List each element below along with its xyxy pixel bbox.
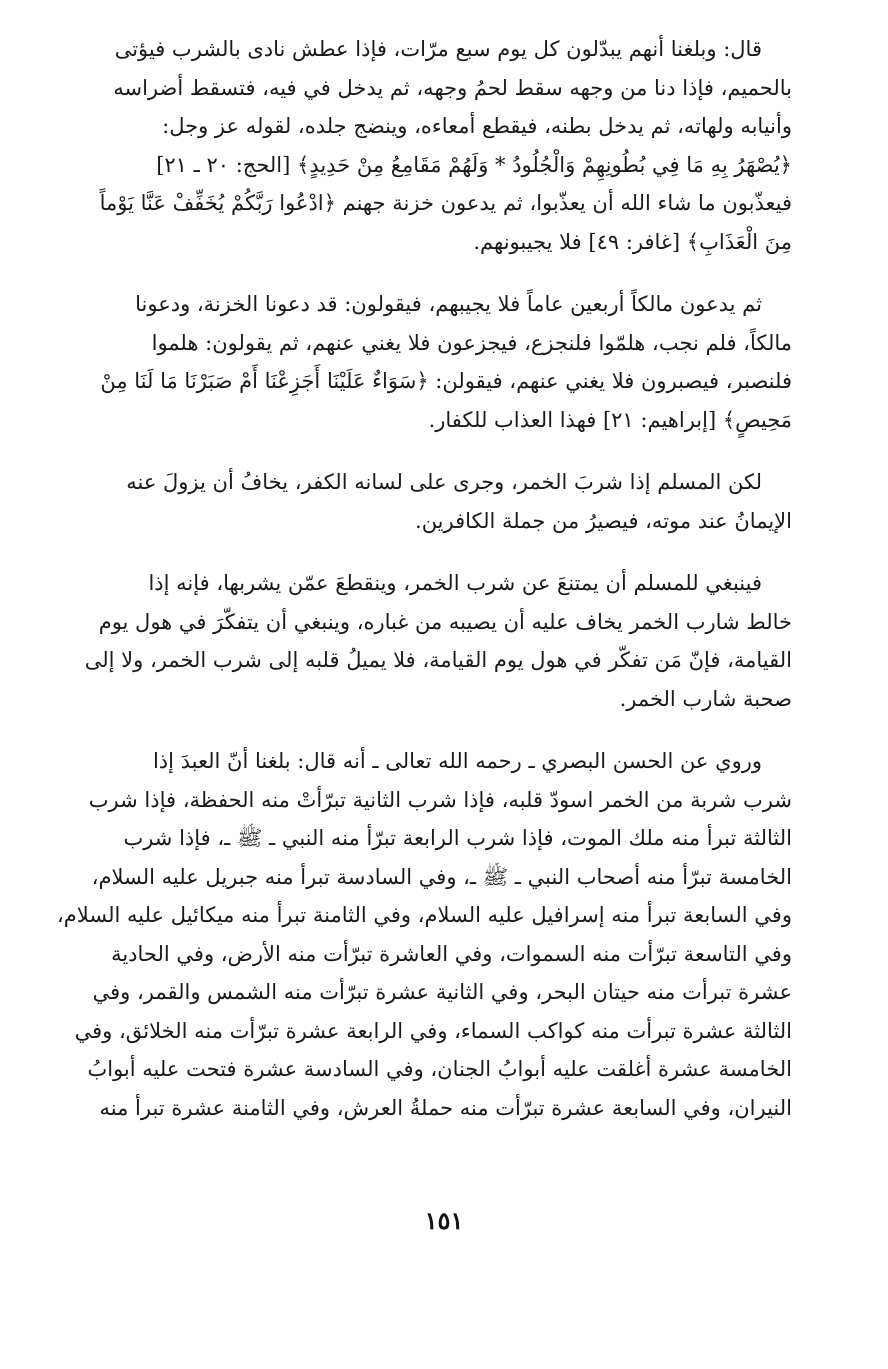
text-line: وفي السابعة تبرأ منه إسرافيل عليه السلام، وفي الثامنة تبرأ منه ميكائيل عليه السلام، [57,903,792,927]
text-line: ﴿يُصْهَرُ بِهِ مَا فِي بُطُونِهِمْ وَالْجُلُودُ * وَلَهُمْ مَقَامِعُ مِنْ حَدِيدٍ﴾ [الحج: ٢٠ ـ ٢١] [156,152,792,177]
text-line: القيامة، فإنّ مَن تفكّر في هول يوم القيامة، فلا يميلُ قلبه إلى شرب الخمر، ولا إلى [84,648,792,672]
text-line: ثم يدعون مالكاً أربعين عاماً فلا يجيبهم، فيقولون: قد دعونا الخزنة، ودعونا [135,292,762,316]
text-line: وأنيابه ولهاته، ثم يدخل بطنه، فيقطع أمعاءه، وينضج جلده، لقوله عز وجل: [162,114,792,138]
text-line: الخامسة تبرّأ منه أصحاب النبي ـ ﷺ ـ، وفي السادسة تبرأ منه جبريل عليه السلام، [91,864,792,889]
text-line: بالحميم، فإذا دنا من وجهه سقط لحمُ وجهه، ثم يدخل في فيه، فتسقط أضراسه [113,75,792,100]
page-number: ١٥١ [424,1206,464,1235]
paragraph-4 [48,564,792,718]
text-line: فلنصبر، فيصبرون فلا يغني عنهم، فيقولن: ﴿سَوَاءٌ عَلَيْنَا أَجَزِعْنَا أَمْ صَبَرْنَا مَا لَنَا مِنْ [100,369,792,393]
text-line: قال: وبلغنا أنهم يبدّلون كل يوم سبع مرّات، فإذا عطش نادى بالشرب فيؤتى [114,37,762,61]
paragraph-2 [48,285,792,439]
text-line: وروي عن الحسن البصري ـ رحمه الله تعالى ـ أنه قال: بلغنا أنّ العبدَ إذا [152,749,762,773]
text-line: وفي التاسعة تبرّأت منه السموات، وفي العاشرة تبرّأت منه الأرض، وفي الحادية [111,941,792,966]
text-line: الثالثة عشرة تبرأت منه كواكب السماء، وفي الرابعة عشرة تبرّأت منه الخلائق، وفي [74,1018,792,1043]
text-line: الثالثة تبرأ منه ملك الموت، فإذا شرب الرابعة تبرّأ منه النبي ـ ﷺ ـ، فإذا شرب [123,826,792,850]
text-line: صحبة شارب الخمر. [619,686,792,711]
text-line: عشرة تبرأت منه حيتان البحر، وفي الثانية عشرة تبرّأت منه الشمس والقمر، وفي [92,980,792,1004]
text-line: الإيمانُ عند موته، فيصيرُ من جملة الكافرين. [415,508,792,533]
text-line: فينبغي للمسلم أن يمتنعَ عن شرب الخمر، وينقطعَ عمّن يشربها، فإنه إذا [148,571,762,595]
text-line: الخامسة عشرة أغلقت عليه أبوابُ الجنان، وفي السادسة عشرة فتحت عليه أبوابُ [87,1057,792,1081]
text-line: النيران، وفي السابعة عشرة تبرّأت منه حملةُ العرش، وفي الثامنة عشرة تبرأ منه [99,1095,792,1120]
text-line: مالكاً، فلم نجب، هلمّوا فلنجزع، فيجزعون فلا يغني عنهم، ثم يقولون: هلموا [151,330,792,355]
page-body [48,30,792,1151]
text-line: لكن المسلم إذا شربَ الخمر، وجرى على لسانه الكفر، يخافُ أن يزولَ عنه [126,470,762,494]
text-line: خالط شارب الخمر يخاف عليه أن يصيبه من غباره، وينبغي أن يتفكّرَ في هول يوم [98,609,792,634]
paragraph-1 [48,30,792,261]
text-line: مَحِيصٍ﴾ [إبراهيم: ٢١] فهذا العذاب للكفار. [428,407,792,432]
text-line: شرب شربة من الخمر اسودّ قلبه، فإذا شرب الثانية تبرّأتْ منه الحفظة، فإذا شرب [88,787,792,812]
paragraph-3 [48,463,792,540]
text-line: مِنَ الْعَذَابِ﴾ [غافر: ٤٩] فلا يجيبونهم. [473,229,792,254]
text-line: فيعذّبون ما شاء الله أن يعذّبوا، ثم يدعون خزنة جهنم ﴿ادْعُوا رَبَّكُمْ يُخَفِّفْ عَنَّا يَوْماً [99,191,792,215]
paragraph-5 [48,742,792,1127]
